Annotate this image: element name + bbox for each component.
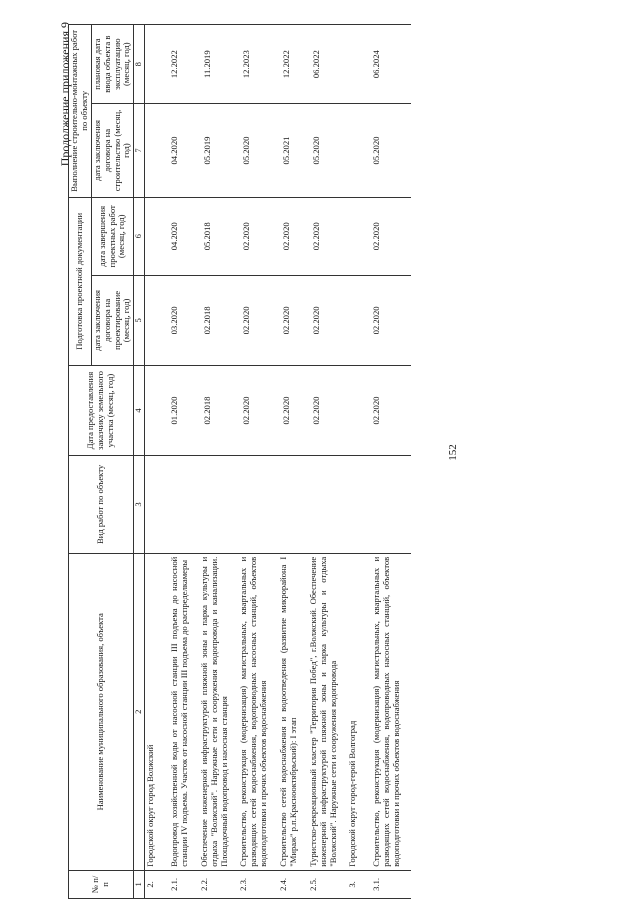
column-number: 3 (134, 456, 145, 554)
row-cell (367, 456, 411, 554)
row-cell (199, 456, 239, 554)
row-cell (347, 456, 367, 554)
row-cell: 05.2020 (238, 104, 278, 197)
column-number: 4 (134, 365, 145, 455)
column-number: 1 (134, 870, 145, 898)
header-work-type: Вид работ по объекту (69, 456, 134, 554)
row-cell (145, 104, 165, 197)
row-cell: 12.2022 (278, 25, 308, 104)
row-cell (347, 197, 367, 275)
header-design-end: дата завершения проектных работ (месяц, год) (91, 197, 134, 275)
row-number: 2. (145, 870, 165, 898)
row-name: Водопровод хозяйственной воды от насосной станции III подъема до насосной станции IV подъема. Участок от насосной станции III подъема до распределкамеры (165, 553, 199, 870)
table-row (347, 25, 367, 899)
row-cell: 02.2020 (238, 275, 278, 365)
row-cell (145, 25, 165, 104)
row-cell: 02.2018 (199, 275, 239, 365)
column-number: 6 (134, 197, 145, 275)
column-number: 5 (134, 275, 145, 365)
row-cell (347, 365, 367, 455)
row-cell (308, 456, 348, 554)
row-name: Строительство сетей водоснабжения и водоотведения (развитие микрорайона I "Мираж" р.п.Краснооктябрьский): I этап (278, 553, 308, 870)
row-name: Строительство, реконструкция (модернизация) магистральных, квартальных и разводящих сетей водоснабжения, водопроводных насосных станций, объектов водоподготовки и прочих объектов водоснабжения (238, 553, 278, 870)
row-cell (278, 456, 308, 554)
row-cell: 05.2020 (308, 104, 348, 197)
row-cell: 05.2021 (278, 104, 308, 197)
table-row (308, 25, 348, 899)
table-row (367, 25, 411, 899)
row-cell (145, 456, 165, 554)
column-number-row (134, 25, 145, 899)
row-cell: 02.2020 (367, 365, 411, 455)
row-number: 2.3. (238, 870, 278, 898)
row-cell: 02.2020 (308, 275, 348, 365)
header-construction-group: Выполнение строительно-монтажных работ по объекту (69, 25, 92, 198)
table-row (165, 25, 199, 899)
row-cell: 05.2018 (199, 197, 239, 275)
row-cell: 02.2020 (238, 365, 278, 455)
row-cell: 12.2022 (165, 25, 199, 104)
row-cell (145, 275, 165, 365)
header-land-date: Дата предоставления заказчику земельного участка (месяц, год) (69, 365, 134, 455)
table-row (145, 25, 165, 899)
row-number: 2.5. (308, 870, 348, 898)
row-cell: 02.2020 (278, 275, 308, 365)
row-cell: 02.2020 (367, 197, 411, 275)
row-cell: 06.2024 (367, 25, 411, 104)
row-name: Городской округ город Волжский (145, 553, 165, 870)
row-cell: 04.2020 (165, 104, 199, 197)
row-cell: 03.2020 (165, 275, 199, 365)
column-number: 8 (134, 25, 145, 104)
header-name: Наименование муниципального образования, объекта (69, 553, 134, 870)
header-commissioning: плановая дата ввода объекта в эксплуатацию (месяц, год) (91, 25, 134, 104)
header-design-group: Подготовка проектной документации (69, 197, 92, 365)
row-cell: 02.2020 (278, 197, 308, 275)
row-cell (165, 456, 199, 554)
header-design-contract: дата заключения договора на проектирование (месяц, год) (91, 275, 134, 365)
row-cell: 05.2019 (199, 104, 239, 197)
row-cell (347, 104, 367, 197)
row-cell: 04.2020 (165, 197, 199, 275)
header-build-contract: дата заключения договора на строительство (месяц, год) (91, 104, 134, 197)
row-name: Туристско-рекреационный кластер "Территория Побед", г.Волжский. Обеспечение инженерной инфраструктурой пляжной зоны и парка культуры и отдыха "Волжский". Наружные сети и сооружения водопровода (308, 553, 348, 870)
row-cell: 02.2020 (278, 365, 308, 455)
row-cell (347, 25, 367, 104)
row-number: 3.1. (367, 870, 411, 898)
table-row (199, 25, 239, 899)
row-name: Городской округ город-герой Волгоград (347, 553, 367, 870)
row-name: Обеспечение инженерной инфраструктурой пляжной зоны и парка культуры и отдыха "Волжский". Наружные сети и сооружения водопровода и канализации. Площадочный водопровод и насосная станция (199, 553, 239, 870)
row-cell: 02.2020 (238, 197, 278, 275)
row-cell: 05.2020 (367, 104, 411, 197)
row-cell (238, 456, 278, 554)
row-number: 2.4. (278, 870, 308, 898)
continuation-note: Продолжение приложения 9 (58, 22, 72, 167)
page-number: 152 (447, 444, 459, 461)
row-cell: 02.2018 (199, 365, 239, 455)
header-number: № п/п (69, 870, 134, 898)
row-cell: 02.2020 (308, 365, 348, 455)
row-number: 2.2. (199, 870, 239, 898)
table-row (278, 25, 308, 899)
row-cell: 12.2023 (238, 25, 278, 104)
row-cell (145, 197, 165, 275)
row-cell (145, 365, 165, 455)
column-number: 7 (134, 104, 145, 197)
row-cell: 06.2022 (308, 25, 348, 104)
row-cell: 11.2019 (199, 25, 239, 104)
table-row (238, 25, 278, 899)
row-name: Строительство, реконструкция (модернизация) магистральных, квартальных и разводящих сетей водоснабжения, водопроводных насосных станций, объектов водоподготовки и прочих объектов водоснабжения (367, 553, 411, 870)
row-cell: 01.2020 (165, 365, 199, 455)
row-cell: 02.2020 (367, 275, 411, 365)
row-number: 3. (347, 870, 367, 898)
row-number: 2.1. (165, 870, 199, 898)
column-number: 2 (134, 553, 145, 870)
schedule-table (68, 24, 411, 899)
row-cell: 02.2020 (308, 197, 348, 275)
row-cell (347, 275, 367, 365)
